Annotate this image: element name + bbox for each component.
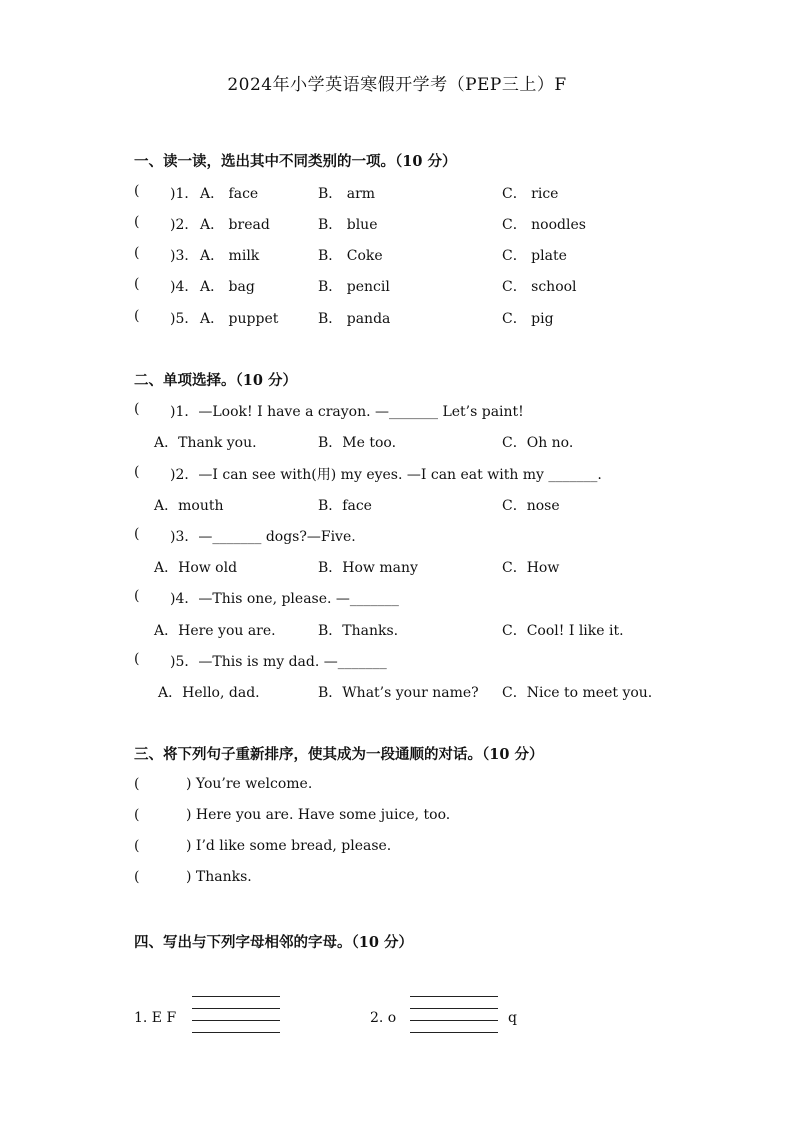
option-c: C．How	[502, 560, 560, 576]
writing-line[interactable]	[192, 996, 280, 997]
sentence-text: ) Thanks.	[186, 869, 252, 885]
answer-paren[interactable]: (	[134, 214, 140, 230]
question-number: )1．	[170, 186, 199, 202]
writing-line[interactable]	[192, 1020, 280, 1021]
question-text: )3．—_______ dogs?—Five.	[170, 529, 356, 545]
s2-options-4	[134, 620, 694, 640]
option-a: A． bread	[200, 217, 270, 233]
order-paren[interactable]: (	[134, 776, 140, 792]
question-number: )5．	[170, 311, 199, 327]
s4-question-1-label: 1. E F	[134, 1010, 177, 1026]
answer-paren[interactable]: (	[134, 276, 140, 292]
s2-question-3	[134, 526, 694, 546]
option-c: C． pig	[502, 311, 554, 327]
option-b: B．What’s your name?	[318, 685, 479, 701]
question-number: )3．	[170, 248, 199, 264]
order-paren[interactable]: (	[134, 869, 140, 885]
option-c: C．Cool! I like it.	[502, 623, 624, 639]
s1-question-4	[134, 276, 694, 296]
answer-paren[interactable]: (	[134, 651, 140, 667]
option-b: B． blue	[318, 217, 378, 233]
order-paren[interactable]: (	[134, 838, 140, 854]
writing-line[interactable]	[410, 1020, 498, 1021]
s3-sentence-1	[134, 776, 694, 796]
question-number: )2．	[170, 217, 199, 233]
section-4-heading: 四、写出与下列字母相邻的字母。（10 分）	[134, 934, 413, 951]
option-a: A． bag	[200, 279, 255, 295]
s4-question-2-after: q	[508, 1010, 517, 1026]
option-b: B．Thanks.	[318, 623, 399, 639]
option-c: C．nose	[502, 498, 560, 514]
option-a: A．mouth	[154, 498, 224, 514]
s4-question-2-label: 2. o	[370, 1010, 397, 1026]
question-text: )2．—I can see with(用) my eyes. —I can eat with my _______.	[170, 467, 602, 483]
option-a: A．How old	[154, 560, 238, 576]
question-text: )4．—This one, please. —_______	[170, 591, 399, 607]
s1-question-3	[134, 245, 694, 265]
option-c: C．Oh no.	[502, 435, 574, 451]
option-b: B． pencil	[318, 279, 390, 295]
s2-question-2	[134, 464, 694, 484]
s2-options-5	[134, 682, 694, 702]
question-text: )1．—Look! I have a crayon. —_______ Let’s paint!	[170, 404, 524, 420]
order-paren[interactable]: (	[134, 807, 140, 823]
option-c: C．Nice to meet you.	[502, 685, 653, 701]
option-a: A．Thank you.	[154, 435, 257, 451]
s2-options-2	[134, 495, 694, 515]
answer-paren[interactable]: (	[134, 526, 140, 542]
option-b: B．face	[318, 498, 372, 514]
option-a: A．Here you are.	[154, 623, 276, 639]
sentence-text: ) You’re welcome.	[186, 776, 313, 792]
writing-line[interactable]	[410, 1032, 498, 1033]
writing-line[interactable]	[410, 996, 498, 997]
section-1-heading: 一、读一读，选出其中不同类别的一项。（10 分）	[134, 153, 457, 170]
s3-sentence-3	[134, 838, 694, 858]
option-a: A． face	[200, 186, 259, 202]
sentence-text: ) I’d like some bread, please.	[186, 838, 392, 854]
option-b: B． arm	[318, 186, 376, 202]
s1-question-5	[134, 308, 694, 328]
option-a: A． puppet	[200, 311, 279, 327]
page-title: 2024年小学英语寒假开学考（PEP三上）F	[227, 75, 567, 95]
answer-paren[interactable]: (	[134, 588, 140, 604]
section-3-heading: 三、将下列句子重新排序，使其成为一段通顺的对话。（10 分）	[134, 746, 544, 763]
s2-options-1	[134, 432, 694, 452]
writing-line[interactable]	[410, 1008, 498, 1009]
option-c: C． plate	[502, 248, 567, 264]
answer-paren[interactable]: (	[134, 464, 140, 480]
option-c: C． school	[502, 279, 577, 295]
option-b: B． Coke	[318, 248, 383, 264]
s3-sentence-2	[134, 807, 694, 827]
option-b: B． panda	[318, 311, 391, 327]
s1-question-1	[134, 183, 694, 203]
section-2-heading: 二、单项选择。（10 分）	[134, 372, 297, 389]
answer-paren[interactable]: (	[134, 183, 140, 199]
option-a: A． milk	[200, 248, 260, 264]
option-c: C． noodles	[502, 217, 586, 233]
s1-question-2	[134, 214, 694, 234]
answer-paren[interactable]: (	[134, 245, 140, 261]
writing-line[interactable]	[192, 1032, 280, 1033]
question-text: )5．—This is my dad. —_______	[170, 654, 387, 670]
option-c: C． rice	[502, 186, 559, 202]
s2-question-5	[134, 651, 694, 671]
writing-line[interactable]	[192, 1008, 280, 1009]
option-b: B．Me too.	[318, 435, 397, 451]
option-a: A．Hello, dad.	[158, 685, 260, 701]
s2-options-3	[134, 557, 694, 577]
question-number: )4．	[170, 279, 199, 295]
answer-paren[interactable]: (	[134, 308, 140, 324]
s3-sentence-4	[134, 869, 694, 889]
answer-paren[interactable]: (	[134, 401, 140, 417]
s2-question-4	[134, 588, 694, 608]
sentence-text: ) Here you are. Have some juice, too.	[186, 807, 451, 823]
s2-question-1	[134, 401, 694, 421]
option-b: B．How many	[318, 560, 418, 576]
